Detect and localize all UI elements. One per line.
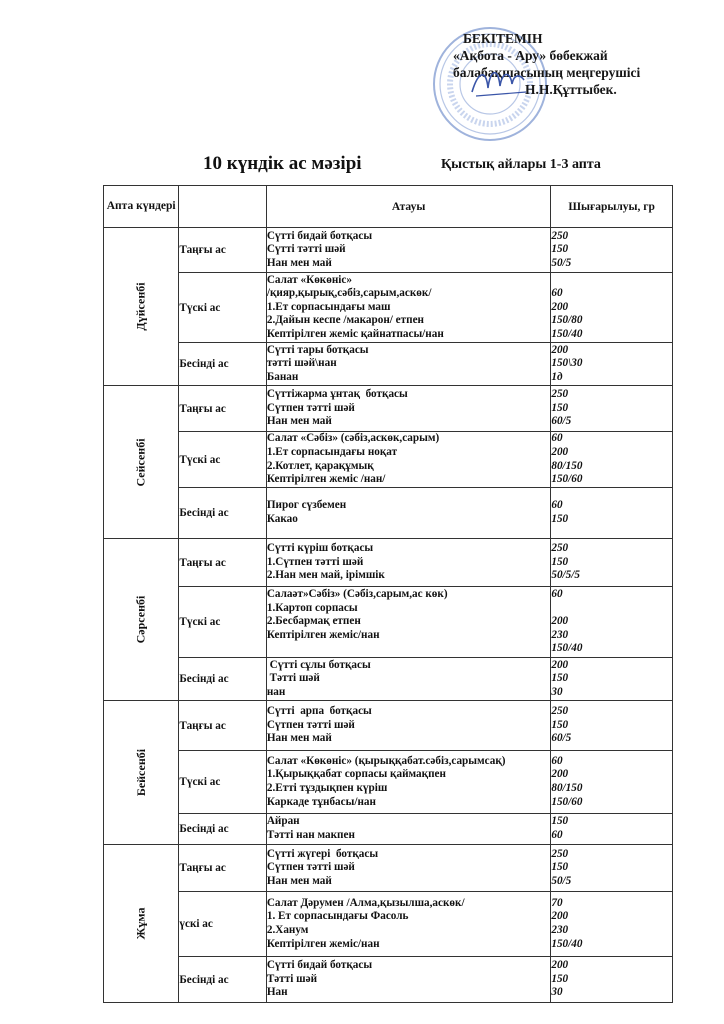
- dish-name: Айран: [266, 815, 300, 828]
- dish-list: [266, 658, 551, 701]
- dish-name: Сүтті арпа ботқасы: [266, 705, 372, 718]
- dish-amount: 200: [551, 910, 569, 923]
- table-header-row: [104, 186, 673, 228]
- dish-list: [266, 751, 551, 814]
- dish-list: [266, 587, 551, 658]
- dish-name: 1.Картоп сорпасы: [266, 601, 358, 614]
- dish-amount: 150/60: [551, 473, 583, 486]
- day-label: Сейсенбі: [133, 437, 148, 487]
- dish-amount: 60: [551, 829, 563, 841]
- dish-amount: 150: [551, 555, 569, 568]
- amount-list: [551, 386, 673, 432]
- menu-table: [103, 185, 673, 1003]
- amount-list: [551, 488, 673, 539]
- dish-list: [266, 228, 551, 273]
- table-row: [104, 343, 673, 386]
- dish-list: [266, 701, 551, 751]
- dish-name: Сүтті күріш ботқасы: [266, 542, 374, 555]
- dish-name: Салат «Көкөніс» (қырыққабат.сәбіз,сарымсақ): [266, 754, 506, 767]
- dish-amount: 150: [551, 972, 569, 985]
- dish-name: Кептірілген жеміс/нан: [266, 937, 380, 950]
- dish-name: Нан: [266, 986, 288, 999]
- dish-amount: 200: [551, 959, 569, 972]
- dish-list: [266, 892, 551, 957]
- header-meal: [179, 186, 266, 228]
- header-name: Атауы: [266, 186, 551, 228]
- table-row: [104, 273, 673, 343]
- dish-amount: 150: [551, 513, 569, 525]
- dish-name: Какао: [266, 513, 298, 525]
- dish-name: Тәтті нан макпен: [266, 829, 355, 841]
- day-label: Сәрсенбі: [133, 595, 148, 644]
- dish-amount: 200: [551, 300, 569, 313]
- dish-amount: 50/5/5: [551, 569, 580, 582]
- dish-name: Сүтті жүгері ботқасы: [266, 847, 379, 860]
- dish-list: [266, 386, 551, 432]
- meal-label: Бесінді ас: [179, 957, 266, 1003]
- header-day: Апта күндері: [104, 186, 179, 228]
- dish-amount: 200: [551, 343, 569, 356]
- dish-name: 1.Қырыққабат сорпасы қаймақпен: [266, 768, 446, 781]
- dish-amount: 60: [551, 499, 563, 512]
- dish-name: 1.Сүтпен тәтті шәй: [266, 555, 364, 568]
- dish-amount: 200: [551, 768, 569, 781]
- dish-name: 1. Ет сорпасындағы Фасоль: [266, 910, 409, 923]
- dish-amount: 150/40: [551, 327, 583, 340]
- dish-amount: 200: [551, 445, 569, 458]
- table-row: [104, 587, 673, 658]
- amount-list: [551, 701, 673, 751]
- amount-list: [551, 228, 673, 273]
- dish-amount: 60/5: [551, 415, 572, 428]
- table-row: [104, 658, 673, 701]
- table-row: [104, 892, 673, 957]
- meal-label: Бесінді ас: [179, 343, 266, 386]
- dish-name: Салат «Көкөніс»: [266, 273, 352, 286]
- day-cell: [104, 539, 179, 701]
- amount-list: [551, 845, 673, 892]
- dish-name: Пирог сүзбемен: [266, 499, 347, 512]
- table-row: [104, 957, 673, 1003]
- dish-amount: 70: [551, 896, 563, 909]
- day-cell: [104, 845, 179, 1003]
- dish-name: 1.Ет сорпасындағы маш: [266, 300, 391, 313]
- approval-org: «Ақбота - Ару» бөбекжай: [453, 48, 608, 63]
- dish-amount: 1д: [551, 370, 563, 383]
- amount-list: [551, 658, 673, 701]
- dish-name: Салат Дәрумен /Алма,қызылша,аскөк/: [266, 896, 465, 909]
- dish-list: [266, 432, 551, 488]
- table-row: [104, 539, 673, 587]
- dish-amount: 60: [551, 432, 563, 445]
- table-row: [104, 228, 673, 273]
- dish-amount: 50/5: [551, 256, 572, 269]
- dish-list: [266, 343, 551, 386]
- dish-name: Тәтті шәй: [266, 972, 318, 985]
- table-row: [104, 751, 673, 814]
- amount-list: [551, 751, 673, 814]
- dish-amount: 250: [551, 229, 569, 242]
- meal-label: Бесінді ас: [179, 814, 266, 845]
- meal-label: Бесінді ас: [179, 658, 266, 701]
- table-row: [104, 432, 673, 488]
- table-row: [104, 701, 673, 751]
- dish-amount: 150\30: [551, 357, 583, 370]
- meal-label: Таңғы ас: [179, 845, 266, 892]
- approval-signatory: Н.Н.Құттыбек.: [525, 82, 617, 97]
- dish-amount: 80/150: [551, 459, 583, 472]
- amount-list: [551, 587, 673, 658]
- dish-name: Сүтті тары ботқасы: [266, 343, 369, 356]
- dish-amount: 150: [551, 243, 569, 256]
- page-title: 10 күндік ас мәзірі: [203, 153, 362, 174]
- table-row: [104, 488, 673, 539]
- dish-amount: 150: [551, 815, 569, 828]
- approval-role: балабақшасының меңгерушісі: [453, 65, 641, 80]
- meal-label: Бесінді ас: [179, 488, 266, 539]
- dish-amount: 230: [551, 924, 569, 936]
- amount-list: [551, 892, 673, 957]
- meal-label: Түскі ас: [179, 751, 266, 814]
- dish-name: 2.Ханум: [266, 924, 309, 936]
- amount-list: [551, 539, 673, 587]
- amount-list: [551, 957, 673, 1003]
- day-cell: [104, 228, 179, 386]
- dish-amount: 150/40: [551, 642, 583, 655]
- signature-icon: [468, 62, 528, 102]
- dish-list: [266, 814, 551, 845]
- dish-name: /қияр,қырық,сәбіз,сарым,аскөк/: [266, 287, 432, 300]
- dish-name: [267, 642, 551, 656]
- dish-name: Кептірілген жеміс /нан/: [266, 473, 386, 486]
- dish-list: [266, 488, 551, 539]
- table-row: [104, 386, 673, 432]
- dish-amount: 50/5: [551, 874, 572, 887]
- dish-amount: 30: [551, 685, 563, 698]
- dish-amount: 150: [551, 718, 569, 731]
- day-label: Жұма: [133, 907, 148, 940]
- dish-amount: 250: [551, 847, 569, 860]
- dish-amount: 250: [551, 705, 569, 718]
- dish-name: Тәтті шәй: [266, 672, 320, 685]
- dish-name: Нан мен май: [266, 732, 332, 745]
- dish-name: Сүтті бидай ботқасы: [266, 229, 373, 242]
- dish-name: Нан мен май: [266, 874, 332, 887]
- dish-amount: 150/80: [551, 314, 583, 327]
- dish-name: тәтті шәй\нан: [266, 357, 337, 370]
- table-row: [104, 814, 673, 845]
- page-subtitle: Қыстық айлары 1-3 апта: [441, 157, 601, 172]
- dish-name: Сүтті бидай ботқасы: [266, 959, 373, 972]
- dish-name: Каркаде тұнбасы/нан: [266, 795, 376, 808]
- dish-amount: 200: [551, 615, 569, 628]
- dish-amount: 60: [551, 588, 563, 601]
- dish-amount: 60/5: [551, 732, 572, 745]
- dish-amount: [551, 274, 672, 288]
- dish-name: 2.Дайын кеспе /макарон/ етпен: [266, 314, 424, 327]
- meal-label: Таңғы ас: [179, 701, 266, 751]
- dish-amount: [551, 602, 672, 616]
- dish-amount: 30: [551, 986, 563, 999]
- dish-amount: 80/150: [551, 782, 583, 794]
- dish-list: [266, 845, 551, 892]
- dish-list: [266, 273, 551, 343]
- amount-list: [551, 432, 673, 488]
- dish-name: Сүтті тәтті шәй: [266, 243, 346, 256]
- meal-label: Таңғы ас: [179, 386, 266, 432]
- dish-name: Салаәт»Сәбіз» (Сәбіз,сарым,ас көк): [266, 588, 448, 601]
- day-cell: [104, 386, 179, 539]
- dish-amount: 230: [551, 628, 569, 641]
- meal-label: Таңғы ас: [179, 539, 266, 587]
- day-label: Дүйсенбі: [133, 282, 148, 331]
- dish-name: Салат «Сәбіз» (сәбіз,аскөк,сарым): [266, 432, 440, 445]
- dish-name: Кептірілген жеміс/нан: [266, 628, 380, 641]
- dish-name: Сүтпен тәтті шәй: [266, 718, 355, 731]
- table-row: [104, 845, 673, 892]
- header-amount: Шығарылуы, гр: [551, 186, 673, 228]
- dish-amount: 150: [551, 861, 569, 874]
- dish-name: 1.Ет сорпасындағы ноқат: [266, 445, 398, 458]
- meal-label: Таңғы ас: [179, 228, 266, 273]
- menu-body: [104, 228, 673, 1003]
- dish-name: Сүтпен тәтті шәй: [266, 861, 355, 874]
- amount-list: [551, 814, 673, 845]
- dish-amount: 150/40: [551, 937, 583, 950]
- meal-label: Түскі ас: [179, 432, 266, 488]
- dish-name: 2.Етті тұздықпен күріш: [266, 782, 388, 794]
- dish-list: [266, 539, 551, 587]
- day-label: Бейсенбі: [133, 748, 148, 797]
- amount-list: [551, 273, 673, 343]
- dish-name: Банан: [266, 370, 299, 383]
- dish-name: Нан мен май: [266, 256, 332, 269]
- dish-name: Сүтті сұлы ботқасы: [266, 658, 371, 671]
- dish-amount: 150: [551, 672, 569, 685]
- dish-amount: 250: [551, 542, 569, 555]
- approval-heading: БЕКІТЕМІН: [463, 31, 543, 46]
- dish-amount: 200: [551, 658, 569, 671]
- dish-name: 2.Нан мен май, ірімшік: [266, 569, 385, 582]
- dish-amount: 150: [551, 401, 569, 414]
- dish-name: Сүттіжарма ұнтақ ботқасы: [266, 388, 408, 401]
- day-cell: [104, 701, 179, 845]
- dish-name: 2.Бесбармақ етпен: [266, 615, 361, 628]
- meal-label: Түскі ас: [179, 587, 266, 658]
- dish-name: нан: [266, 685, 286, 698]
- amount-list: [551, 343, 673, 386]
- dish-name: 2.Котлет, қарақұмық: [266, 459, 374, 472]
- dish-amount: 150/60: [551, 795, 583, 808]
- dish-amount: 250: [551, 388, 569, 401]
- dish-amount: 60: [551, 754, 563, 767]
- dish-name: Сүтпен тәтті шәй: [266, 401, 355, 414]
- dish-amount: 60: [551, 287, 563, 300]
- dish-list: [266, 957, 551, 1003]
- meal-label: Түскі ас: [179, 273, 266, 343]
- dish-name: Кептірілген жеміс қайнатпасы/нан: [266, 327, 444, 340]
- dish-name: Нан мен май: [266, 415, 332, 428]
- meal-label: үскі ас: [179, 892, 266, 957]
